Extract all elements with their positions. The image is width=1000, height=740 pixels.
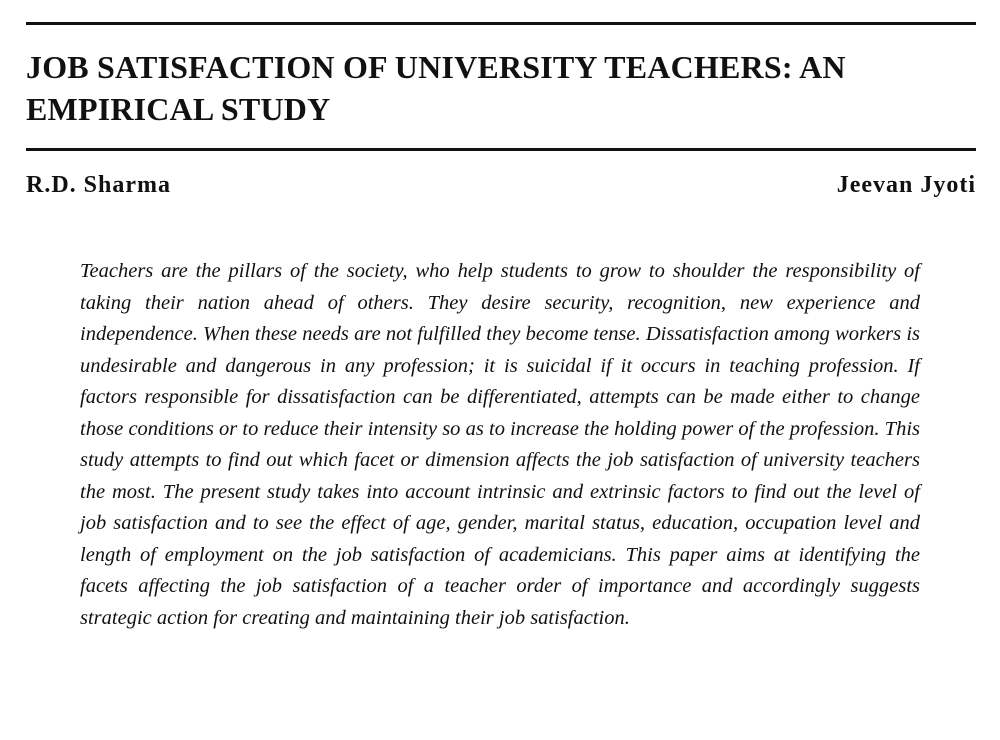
author-first: R.D. Sharma xyxy=(26,172,172,198)
paper-title: JOB SATISFACTION OF UNIVERSITY TEACHERS: AN EMPIRICAL STUDY xyxy=(26,49,846,127)
title-underline-rule xyxy=(26,148,976,151)
author-second: Jeevan Jyoti xyxy=(836,172,976,198)
abstract-text: Teachers are the pillars of the society, who help students to grow to shoulder the responsibility of taking their nation ahead of others. They desire security, recognition, new experience and independence. When these needs are not fulfilled they become tense. Dissatisfaction among workers is undesirable and dangerous in any profession; it is suicidal if it occurs in teaching profession. If factors responsible for dissatisfaction can be differentiated, attempts can be made either to change those conditions or to reduce their intensity so as to increase the holding power of the profession. This study attempts to find out which facet or dimension affects the job satisfaction of university teachers the most. The present study takes into account intrinsic and extrinsic factors to find out the level of job satisfaction and to see the effect of age, gender, marital status, education, occupation level and length of employment on the job satisfaction of academicians. This paper aims at identifying the facets affecting the job satisfaction of a teacher order of importance and accordingly suggests strategic action for creating and maintaining their job satisfaction. xyxy=(80,260,920,629)
author-line xyxy=(26,170,976,200)
top-rule xyxy=(26,22,976,25)
